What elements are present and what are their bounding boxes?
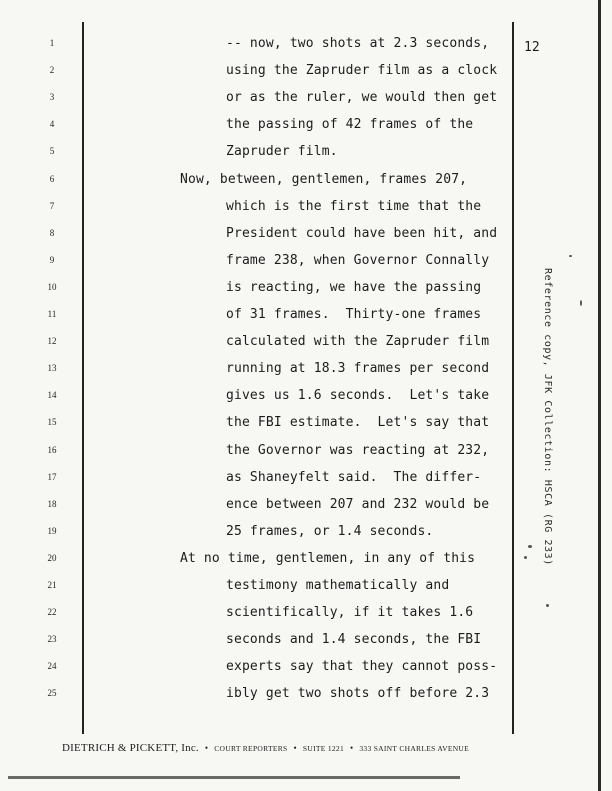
- line-number: 25: [47, 688, 57, 699]
- transcript-line: the Governor was reacting at 232,: [226, 442, 490, 458]
- bottom-scan-smear: [8, 776, 460, 779]
- line-number: 9: [49, 254, 55, 265]
- page-number: 12: [524, 40, 540, 55]
- scan-speck: [580, 300, 582, 306]
- transcript-line: using the Zapruder film as a clock: [226, 63, 498, 79]
- transcript-line: Now, between, gentlemen, frames 207,: [180, 171, 468, 187]
- line-number: 19: [47, 525, 57, 536]
- line-number: 3: [49, 92, 55, 103]
- line-number: 21: [47, 580, 57, 590]
- transcript-line: is reacting, we have the passing: [226, 279, 482, 295]
- footer-bullet: •: [293, 743, 297, 753]
- transcript-line: calculated with the Zapruder film: [226, 334, 490, 350]
- line-number: 10: [47, 281, 57, 292]
- transcript-line: seconds and 1.4 seconds, the FBI: [226, 632, 482, 648]
- line-number: 5: [49, 146, 55, 157]
- transcript-line: scientifically, if it takes 1.6: [226, 605, 474, 621]
- line-number: 20: [47, 552, 57, 563]
- line-number: 14: [47, 390, 57, 401]
- transcript-line: Zapruder film.: [226, 144, 338, 160]
- transcript-line: of 31 frames. Thirty-one frames: [226, 307, 482, 322]
- right-margin-rule: [512, 22, 514, 734]
- footer-bullet: •: [204, 743, 209, 753]
- transcript-line: as Shaneyfelt said. The differ-: [226, 469, 482, 485]
- line-number: 23: [47, 634, 57, 645]
- scan-speck: [546, 604, 549, 607]
- line-number: 18: [47, 498, 57, 509]
- reporter-firm: DIETRICH & PICKETT, Inc.: [62, 742, 199, 754]
- transcript-line: President could have been hit, and: [226, 225, 498, 241]
- line-number: 13: [47, 363, 57, 374]
- reporter-address: 333 SAINT CHARLES AVENUE: [359, 744, 470, 753]
- line-number: 22: [47, 607, 57, 618]
- transcript-line: 25 frames, or 1.4 seconds.: [226, 523, 434, 539]
- transcript-line: or as the ruler, we would then get: [226, 90, 498, 106]
- line-number: 17: [47, 471, 57, 482]
- line-number: 6: [49, 173, 55, 184]
- transcript-line: the passing of 42 frames of the: [226, 117, 474, 133]
- transcript-line: At no time, gentlemen, in any of this: [180, 550, 476, 566]
- transcript-line: experts say that they cannot poss-: [226, 659, 498, 675]
- scan-speck: [528, 545, 532, 548]
- line-number: 2: [49, 65, 55, 76]
- court-reporter-footer: [62, 742, 469, 754]
- transcript-line: ibly get two shots off before 2.3: [226, 686, 490, 702]
- line-number: 4: [49, 119, 55, 130]
- line-number: 1: [49, 38, 55, 48]
- line-number: 11: [47, 309, 57, 319]
- scan-speck: [569, 255, 572, 257]
- transcript-line: which is the first time that the: [226, 198, 482, 214]
- line-number: 24: [47, 661, 57, 672]
- archive-reference-stamp: Reference copy, JFK Collection: HSCA (RG 233): [542, 268, 553, 566]
- reporter-suite: SUITE 1221: [302, 744, 345, 753]
- transcript-line: -- now, two shots at 2.3 seconds,: [226, 36, 490, 51]
- transcript-line: gives us 1.6 seconds. Let's take: [226, 388, 490, 404]
- line-number: 7: [49, 200, 55, 211]
- reporter-department: COURT REPORTERS: [214, 744, 288, 753]
- transcript-line: ence between 207 and 232 would be: [226, 496, 490, 512]
- transcript-line: frame 238, when Governor Connally: [226, 252, 490, 268]
- line-number: 15: [47, 417, 57, 428]
- footer-bullet: •: [350, 743, 354, 753]
- transcript-line: testimony mathematically and: [226, 578, 450, 593]
- scan-speck: [524, 556, 527, 559]
- page-edge-shadow: [598, 0, 601, 791]
- left-margin-rule: [82, 22, 84, 734]
- line-number: 16: [47, 444, 57, 455]
- line-number: 12: [47, 336, 57, 347]
- transcript-line: running at 18.3 frames per second: [226, 361, 490, 377]
- line-number: 8: [49, 227, 55, 238]
- transcript-line: the FBI estimate. Let's say that: [226, 415, 490, 431]
